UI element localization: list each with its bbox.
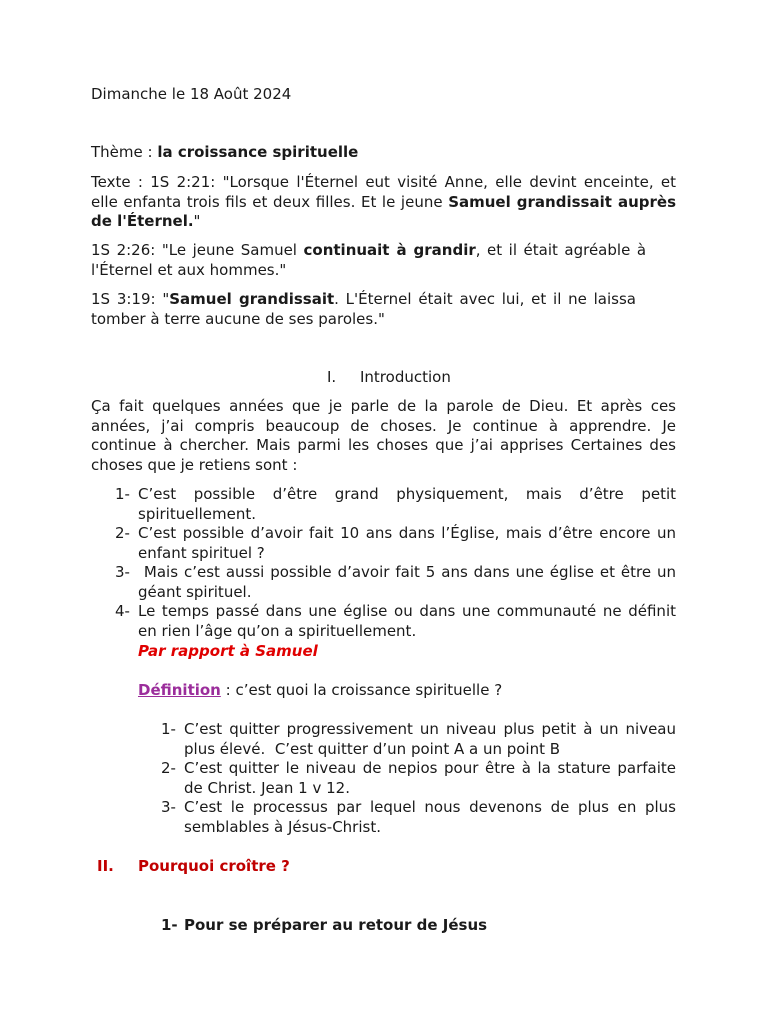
section-1-title: Introduction xyxy=(360,368,451,386)
par-rapport-note: Par rapport à Samuel xyxy=(138,642,318,660)
verse-3-19-bold: Samuel grandissait xyxy=(169,290,335,308)
theme-line xyxy=(91,143,676,163)
list-item-text: Mais c’est aussi possible d’avoir fait 5 ans dans une église et être un géant spirituel. xyxy=(138,563,681,601)
definition-line xyxy=(138,681,676,701)
list-item-number: 1- xyxy=(115,485,130,503)
verse-3-19-start: 1S 3:19: " xyxy=(91,290,170,308)
verse-2-26-paragraph xyxy=(91,241,646,280)
theme-value: la croissance spirituelle xyxy=(157,143,359,161)
theme-label: Thème : xyxy=(91,143,158,161)
verse-3-19-end: . L'Éternel était avec lui, et il ne laissa tomber à terre aucune de ses paroles." xyxy=(91,290,636,328)
subheading-text: Pour se préparer au retour de Jésus xyxy=(184,916,488,934)
verse-3-19-paragraph xyxy=(91,290,636,329)
section-2-number: II. xyxy=(97,857,114,875)
verse-2-26-start: 1S 2:26: "Le jeune Samuel xyxy=(91,241,304,259)
list-item-number: 1- xyxy=(161,720,176,738)
definition-link[interactable]: Définition xyxy=(138,681,221,699)
list-item-number: 3- xyxy=(161,798,176,816)
list-item-text: C’est le processus par lequel nous devenons de plus en plus semblables à Jésus-Christ. xyxy=(184,798,676,836)
subheading-number: 1- xyxy=(161,916,178,934)
list-item-text: C’est quitter le niveau de nepios pour être à la stature parfaite de Christ. Jean 1 v 12. xyxy=(184,759,676,797)
date-line: Dimanche le 18 Août 2024 xyxy=(91,85,292,103)
section-1-number: I. xyxy=(327,368,337,386)
intro-paragraph: Ça fait quelques années que je parle de la parole de Dieu. Et après ces années, j’ai compris beaucoup de choses. Je continue à apprendre. Je continue à chercher. Mais parmi les choses que j’ai apprises Certaines des choses que je retiens sont : xyxy=(91,397,676,474)
list-item-number: 3- xyxy=(115,563,130,581)
texte-text-end: " xyxy=(193,212,201,230)
list-item-text: C’est quitter progressivement un niveau plus petit à un niveau plus élevé. C’est quitter d’un point A a un point B xyxy=(184,720,681,758)
section-2-title: Pourquoi croître ? xyxy=(138,857,290,875)
texte-bold: Samuel grandissait auprès de l'Éternel. xyxy=(91,192,676,230)
definition-question: : c’est quoi la croissance spirituelle ? xyxy=(220,681,503,699)
list-item-number: 2- xyxy=(161,759,176,777)
texte-text-start: Texte : 1S 2:21: "Lorsque l'Éternel eut visité Anne, elle devint enceinte, et elle enfanta trois fils et deux filles. Et le jeune xyxy=(91,173,676,211)
list-item-number: 2- xyxy=(115,524,130,542)
list-item-text: Le temps passé dans une église ou dans une communauté ne définit en rien l’âge qu’on a spirituellement. xyxy=(138,602,676,640)
list-item-number: 4- xyxy=(115,602,130,620)
list-item-text: C’est possible d’être grand physiquement, mais d’être petit spirituellement. xyxy=(138,485,676,523)
verse-2-26-end: , et il était agréable à l'Éternel et aux hommes." xyxy=(91,241,647,279)
list-item-text: C’est possible d’avoir fait 10 ans dans l’Église, mais d’être encore un enfant spirituel ? xyxy=(138,524,676,562)
verse-2-26-bold: continuait à grandir xyxy=(303,241,476,259)
texte-paragraph xyxy=(91,173,676,232)
